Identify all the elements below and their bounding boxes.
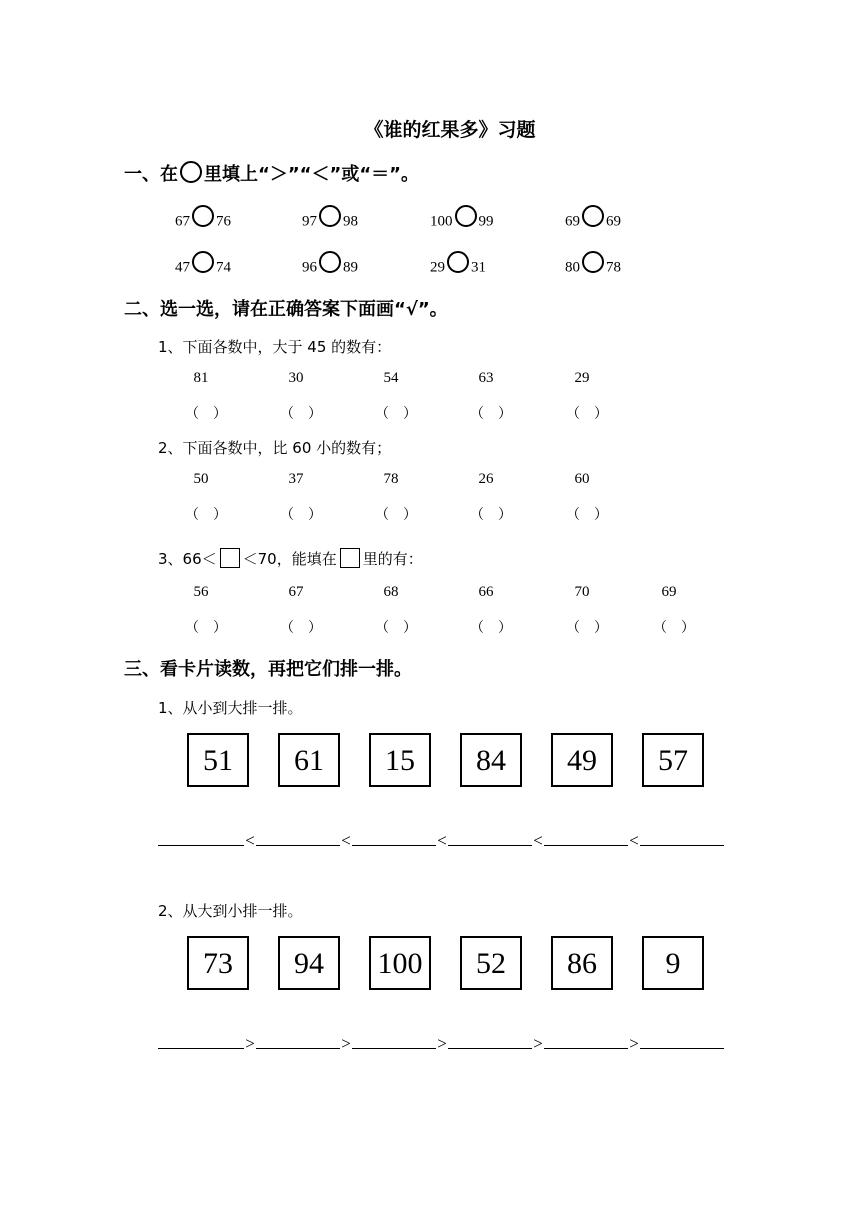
answer-parentheses[interactable]: （） — [280, 507, 336, 523]
answer-blank[interactable] — [158, 1032, 244, 1049]
right-number: 78 — [606, 259, 621, 276]
number-card: 73 — [187, 936, 249, 990]
answer-parentheses[interactable]: （） — [280, 406, 336, 422]
comparison-symbol: > — [341, 1034, 351, 1053]
answer-blank[interactable] — [256, 1032, 340, 1049]
choice-number: 37 — [288, 471, 304, 487]
section1-prefix: 一、在 — [124, 164, 178, 185]
question3-part3: 里的有： — [362, 550, 423, 568]
answer-blank[interactable] — [158, 829, 244, 846]
comparison-item — [430, 257, 486, 279]
left-number: 29 — [430, 259, 445, 276]
choice-number: 50 — [193, 471, 209, 487]
answer-blank[interactable] — [640, 829, 724, 846]
choice-number: 70 — [574, 584, 590, 600]
answer-blank[interactable] — [256, 829, 340, 846]
right-number: 89 — [343, 259, 358, 276]
answer-circle[interactable] — [319, 251, 341, 273]
answer-line — [158, 829, 724, 851]
choice-number: 81 — [193, 370, 209, 386]
answer-parentheses[interactable]: （） — [470, 507, 526, 523]
comparison-symbol: < — [437, 831, 447, 850]
number-card: 9 — [642, 936, 704, 990]
answer-blank[interactable] — [352, 1032, 436, 1049]
comparison-item — [175, 257, 231, 279]
section1-suffix: 里填上“＞”“＜”或“＝”。 — [204, 164, 419, 185]
answer-blank[interactable] — [544, 1032, 628, 1049]
left-number: 47 — [175, 259, 190, 276]
answer-blank[interactable] — [448, 829, 532, 846]
choice-number: 63 — [478, 370, 494, 386]
comparison-symbol: < — [245, 831, 255, 850]
right-number: 74 — [216, 259, 231, 276]
answer-blank[interactable] — [448, 1032, 532, 1049]
number-card: 61 — [278, 733, 340, 787]
sort-question2-text: 2、从大到小排一排。 — [158, 902, 303, 920]
question2-text: 2、下面各数中，比 60 小的数有； — [158, 439, 392, 457]
comparison-item — [565, 211, 621, 233]
comparison-item — [302, 257, 358, 279]
answer-parentheses[interactable]: （） — [470, 406, 526, 422]
comparison-item — [565, 257, 621, 279]
right-number: 99 — [478, 213, 494, 230]
answer-parentheses[interactable]: （） — [280, 620, 336, 636]
answer-circle[interactable] — [455, 205, 477, 227]
comparison-symbol: > — [437, 1034, 447, 1053]
answer-parentheses[interactable]: （） — [566, 507, 622, 523]
answer-circle[interactable] — [192, 205, 214, 227]
left-number: 80 — [565, 259, 580, 276]
answer-blank[interactable] — [640, 1032, 724, 1049]
answer-parentheses[interactable]: （） — [470, 620, 526, 636]
square-icon — [220, 548, 240, 568]
choice-number: 66 — [478, 584, 494, 600]
question1-text: 1、下面各数中，大于 45 的数有： — [158, 338, 392, 356]
right-number: 98 — [343, 213, 358, 230]
section1-heading — [124, 160, 419, 186]
answer-circle[interactable] — [582, 205, 604, 227]
answer-blank[interactable] — [544, 829, 628, 846]
number-card: 86 — [551, 936, 613, 990]
answer-circle[interactable] — [447, 251, 469, 273]
comparison-item — [302, 211, 358, 233]
comparison-symbol: > — [533, 1034, 543, 1053]
right-number: 31 — [471, 259, 486, 276]
section3-heading: 三、看卡片读数，再把它们排一排。 — [124, 659, 412, 680]
answer-parentheses[interactable]: （） — [185, 620, 241, 636]
answer-line — [158, 1032, 724, 1054]
choice-number: 68 — [383, 584, 399, 600]
answer-circle[interactable] — [582, 251, 604, 273]
number-card: 84 — [460, 733, 522, 787]
answer-parentheses[interactable]: （） — [566, 406, 622, 422]
choice-number: 78 — [383, 471, 399, 487]
answer-parentheses[interactable]: （） — [375, 507, 431, 523]
comparison-symbol: > — [629, 1034, 639, 1053]
comparison-symbol: > — [245, 1034, 255, 1053]
number-card: 49 — [551, 733, 613, 787]
answer-parentheses[interactable]: （） — [185, 406, 241, 422]
left-number: 67 — [175, 213, 190, 230]
answer-parentheses[interactable]: （） — [566, 620, 622, 636]
answer-blank[interactable] — [352, 829, 436, 846]
number-card: 94 — [278, 936, 340, 990]
number-card: 51 — [187, 733, 249, 787]
comparison-symbol: < — [533, 831, 543, 850]
left-number: 97 — [302, 213, 317, 230]
question3-part1: 3、66＜ — [158, 550, 217, 568]
sort-question1-text: 1、从小到大排一排。 — [158, 699, 303, 717]
answer-parentheses[interactable]: （） — [653, 620, 709, 636]
number-card: 52 — [460, 936, 522, 990]
choice-number: 56 — [193, 584, 209, 600]
right-number: 69 — [606, 213, 621, 230]
answer-parentheses[interactable]: （） — [375, 620, 431, 636]
number-card: 100 — [369, 936, 431, 990]
choice-number: 60 — [574, 471, 590, 487]
answer-parentheses[interactable]: （） — [185, 507, 241, 523]
choice-number: 30 — [288, 370, 304, 386]
number-card: 57 — [642, 733, 704, 787]
answer-circle[interactable] — [319, 205, 341, 227]
comparison-item — [430, 211, 494, 233]
answer-parentheses[interactable]: （） — [375, 406, 431, 422]
choice-number: 69 — [661, 584, 677, 600]
choice-number: 29 — [574, 370, 590, 386]
comparison-symbol: < — [341, 831, 351, 850]
choice-number: 26 — [478, 471, 494, 487]
square-icon — [340, 548, 360, 568]
left-number: 96 — [302, 259, 317, 276]
answer-circle[interactable] — [192, 251, 214, 273]
page-title: 《谁的红果多》习题 — [364, 119, 536, 141]
number-card: 15 — [369, 733, 431, 787]
circle-icon — [180, 161, 202, 183]
question3-part2: ＜70，能填在 — [242, 550, 337, 568]
comparison-symbol: < — [629, 831, 639, 850]
left-number: 69 — [565, 213, 580, 230]
choice-number: 54 — [383, 370, 399, 386]
right-number: 76 — [216, 213, 231, 230]
question3-text — [158, 548, 423, 570]
choice-number: 67 — [288, 584, 304, 600]
comparison-item — [175, 211, 231, 233]
left-number: 100 — [430, 213, 453, 230]
section2-heading: 二、选一选，请在正确答案下面画“√”。 — [124, 299, 448, 320]
